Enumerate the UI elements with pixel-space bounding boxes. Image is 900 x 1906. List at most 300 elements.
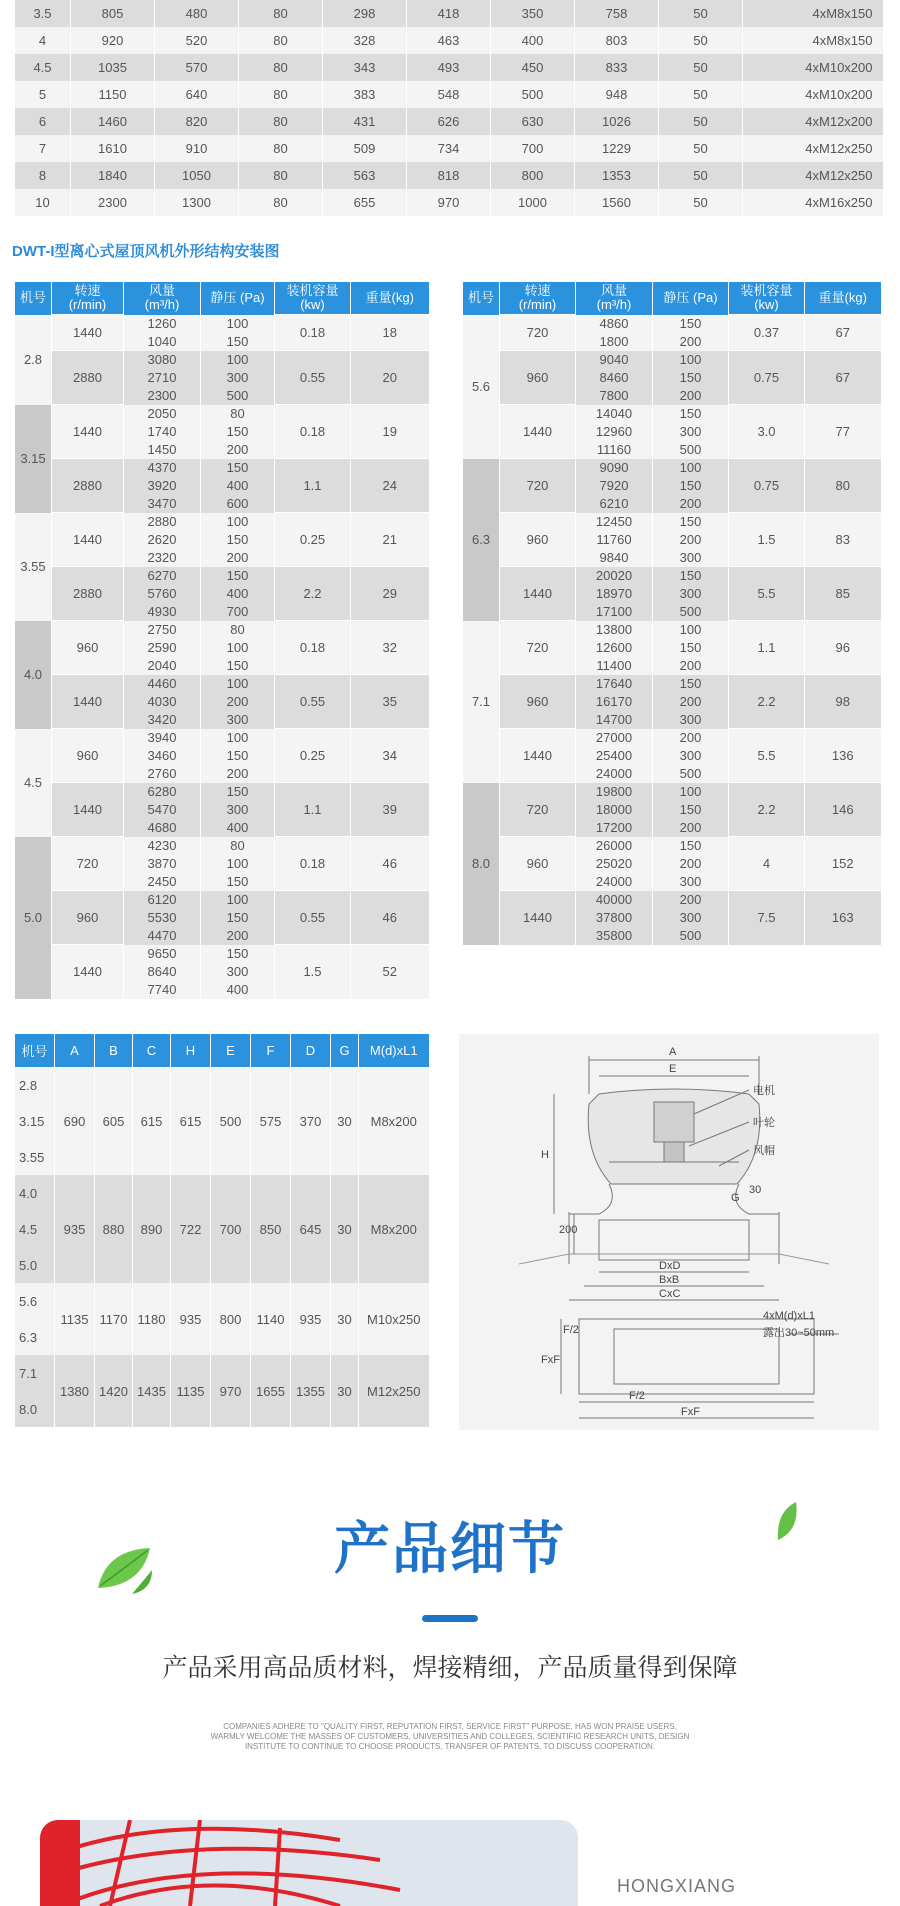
weight-cell: 46 xyxy=(351,837,429,891)
flow-cell: 4680 xyxy=(124,819,201,837)
flow-cell: 16170 xyxy=(576,693,653,711)
table-cell: 920 xyxy=(71,27,155,54)
table-cell: 50 xyxy=(659,54,743,81)
table-row xyxy=(463,315,881,333)
flow-cell: 5530 xyxy=(124,909,201,927)
details-english-text: COMPANIES ADHERE TO "QUALITY FIRST, REPUTATION FIRST, SERVICE FIRST" PURPOSE, HAS WON PRAISE USERS. WARMLY WELCOME THE MASSES OF CUSTOMERS, UNIVERSITIES AND COLLEGES, SCIENTIFIC RESEARCH UNITS, DESIGN INSTITUTE TO CONTINUE TO CHOOSE PRODUCTS, TRANSFER OF PATENTS, TO DISCUSS COOPERATION. xyxy=(210,1722,690,1751)
dimension-cell: 615 xyxy=(133,1067,171,1175)
power-cell: 5.5 xyxy=(729,567,805,621)
table-row xyxy=(15,1283,429,1319)
speed-cell: 2880 xyxy=(52,351,124,405)
column-header: C xyxy=(133,1034,171,1067)
table-cell: 1229 xyxy=(575,135,659,162)
pressure-cell: 100 xyxy=(201,513,275,531)
pressure-cell: 150 xyxy=(201,567,275,585)
table-cell: 4xM10x200 xyxy=(743,54,883,81)
dimension-cell: 30 xyxy=(331,1067,359,1175)
table-row xyxy=(15,162,883,189)
flow-cell: 11400 xyxy=(576,657,653,675)
column-header: B xyxy=(95,1034,133,1067)
flow-cell: 3920 xyxy=(124,477,201,495)
table-row xyxy=(463,459,881,477)
table-row xyxy=(463,891,881,909)
speed-cell: 1440 xyxy=(52,945,124,999)
performance-table-right xyxy=(462,282,881,945)
pressure-cell: 600 xyxy=(201,495,275,513)
dimension-cell: 1140 xyxy=(251,1283,291,1355)
pressure-cell: 500 xyxy=(653,603,729,621)
model-cell: 7.1 xyxy=(15,1355,55,1391)
dimension-cell: 880 xyxy=(95,1175,133,1283)
pressure-cell: 400 xyxy=(201,477,275,495)
details-subtitle: 产品采用高品质材料，焊接精细，产品质量得到保障 xyxy=(162,1654,738,1682)
pressure-cell: 100 xyxy=(653,351,729,369)
table-cell: 3.5 xyxy=(15,0,71,27)
table-cell: 805 xyxy=(71,0,155,27)
speed-cell: 960 xyxy=(500,837,576,891)
column-header: 转速 (r/min) xyxy=(500,282,576,315)
table-row xyxy=(15,567,429,585)
dim-e-label: E xyxy=(669,1063,677,1075)
pressure-cell: 150 xyxy=(653,837,729,855)
speed-cell: 1440 xyxy=(52,783,124,837)
power-cell: 5.5 xyxy=(729,729,805,783)
table-cell: 5 xyxy=(15,81,71,108)
table-cell: 298 xyxy=(323,0,407,27)
fan-guard-image xyxy=(40,1820,578,1906)
table-row xyxy=(15,108,883,135)
weight-cell: 29 xyxy=(351,567,429,621)
speed-cell: 1440 xyxy=(500,567,576,621)
table-row xyxy=(15,405,429,423)
pressure-cell: 200 xyxy=(653,333,729,351)
pressure-cell: 200 xyxy=(653,891,729,909)
model-cell: 4.5 xyxy=(15,1211,55,1247)
table-cell: 1610 xyxy=(71,135,155,162)
table-cell: 383 xyxy=(323,81,407,108)
flow-cell: 5470 xyxy=(124,801,201,819)
flow-cell: 12960 xyxy=(576,423,653,441)
speed-cell: 1440 xyxy=(500,729,576,783)
table-cell: 493 xyxy=(407,54,491,81)
pressure-cell: 150 xyxy=(653,369,729,387)
flow-cell: 7800 xyxy=(576,387,653,405)
flow-cell: 4470 xyxy=(124,927,201,945)
weight-cell: 80 xyxy=(805,459,881,513)
table-row xyxy=(15,1175,429,1211)
pressure-cell: 200 xyxy=(653,531,729,549)
flow-cell: 2620 xyxy=(124,531,201,549)
power-cell: 1.1 xyxy=(275,459,351,513)
model-cell: 3.15 xyxy=(15,405,52,513)
speed-cell: 1440 xyxy=(52,675,124,729)
model-cell: 8.0 xyxy=(15,1391,55,1427)
table-cell: 548 xyxy=(407,81,491,108)
table-cell: 80 xyxy=(239,108,323,135)
performance-table-left xyxy=(14,282,429,999)
pressure-cell: 100 xyxy=(201,855,275,873)
table-cell: 655 xyxy=(323,189,407,216)
column-header: A xyxy=(55,1034,95,1067)
dimension-cell: 30 xyxy=(331,1355,359,1427)
flow-cell: 20020 xyxy=(576,567,653,585)
speed-cell: 720 xyxy=(500,459,576,513)
pressure-cell: 200 xyxy=(653,657,729,675)
weight-cell: 163 xyxy=(805,891,881,945)
flow-cell: 25020 xyxy=(576,855,653,873)
table-cell: 4xM12x250 xyxy=(743,135,883,162)
pressure-cell: 100 xyxy=(201,675,275,693)
pressure-cell: 500 xyxy=(653,765,729,783)
dimension-cell: M8x200 xyxy=(359,1175,429,1283)
speed-cell: 960 xyxy=(52,621,124,675)
table-cell: 480 xyxy=(155,0,239,27)
flow-cell: 9840 xyxy=(576,549,653,567)
table-cell: 343 xyxy=(323,54,407,81)
flow-cell: 4030 xyxy=(124,693,201,711)
product-photo xyxy=(40,1820,578,1906)
table-row xyxy=(463,783,881,801)
flow-cell: 19800 xyxy=(576,783,653,801)
pressure-cell: 300 xyxy=(653,549,729,567)
table-cell: 80 xyxy=(239,0,323,27)
pressure-cell: 100 xyxy=(201,729,275,747)
weight-cell: 46 xyxy=(351,891,429,945)
column-header: 机号 xyxy=(463,282,500,315)
pressure-cell: 400 xyxy=(201,585,275,603)
power-cell: 0.18 xyxy=(275,837,351,891)
pressure-cell: 80 xyxy=(201,837,275,855)
dimension-cell: 370 xyxy=(291,1067,331,1175)
flow-cell: 11760 xyxy=(576,531,653,549)
table-cell: 80 xyxy=(239,189,323,216)
table-cell: 80 xyxy=(239,27,323,54)
flow-cell: 4860 xyxy=(576,315,653,333)
column-header: 静压 (Pa) xyxy=(653,282,729,315)
pressure-cell: 200 xyxy=(653,693,729,711)
column-header: 机号 xyxy=(15,1034,55,1067)
dimension-cell: 1655 xyxy=(251,1355,291,1427)
speed-cell: 960 xyxy=(52,891,124,945)
pressure-cell: 200 xyxy=(201,927,275,945)
speed-cell: 960 xyxy=(500,675,576,729)
power-cell: 1.1 xyxy=(729,621,805,675)
flow-cell: 6280 xyxy=(124,783,201,801)
dimension-cell: 575 xyxy=(251,1067,291,1175)
table-cell: 350 xyxy=(491,0,575,27)
flow-cell: 2320 xyxy=(124,549,201,567)
dimension-cell: 690 xyxy=(55,1067,95,1175)
dim-cxc-label: CxC xyxy=(659,1288,681,1300)
flow-cell: 4230 xyxy=(124,837,201,855)
table-row xyxy=(15,783,429,801)
table-cell: 4.5 xyxy=(15,54,71,81)
model-cell: 2.8 xyxy=(15,1067,55,1103)
flow-cell: 6210 xyxy=(576,495,653,513)
dimension-cell: 1170 xyxy=(95,1283,133,1355)
pressure-cell: 300 xyxy=(653,711,729,729)
table-cell: 4 xyxy=(15,27,71,54)
pressure-cell: 200 xyxy=(201,549,275,567)
pressure-cell: 100 xyxy=(653,783,729,801)
dim-h-label: H xyxy=(541,1149,549,1161)
pressure-cell: 500 xyxy=(653,441,729,459)
table-cell: 50 xyxy=(659,108,743,135)
speed-cell: 720 xyxy=(500,621,576,675)
weight-cell: 32 xyxy=(351,621,429,675)
pressure-cell: 300 xyxy=(653,873,729,891)
power-cell: 0.55 xyxy=(275,891,351,945)
column-header: 机号 xyxy=(15,282,52,315)
table-cell: 4xM12x200 xyxy=(743,108,883,135)
column-header: 重量(kg) xyxy=(805,282,881,315)
table-row xyxy=(15,81,883,108)
table-cell: 563 xyxy=(323,162,407,189)
speed-cell: 1440 xyxy=(52,513,124,567)
table-row xyxy=(15,459,429,477)
power-cell: 1.5 xyxy=(729,513,805,567)
table-cell: 1050 xyxy=(155,162,239,189)
pressure-cell: 200 xyxy=(653,387,729,405)
flow-cell: 2050 xyxy=(124,405,201,423)
speed-cell: 720 xyxy=(52,837,124,891)
flow-cell: 9650 xyxy=(124,945,201,963)
speed-cell: 720 xyxy=(500,315,576,351)
flow-cell: 25400 xyxy=(576,747,653,765)
weight-cell: 85 xyxy=(805,567,881,621)
dimension-cell: 935 xyxy=(55,1175,95,1283)
column-header: 重量(kg) xyxy=(351,282,429,315)
table-cell: 820 xyxy=(155,108,239,135)
power-cell: 0.25 xyxy=(275,729,351,783)
table-cell: 50 xyxy=(659,135,743,162)
dimension-cell: 850 xyxy=(251,1175,291,1283)
table-cell: 1353 xyxy=(575,162,659,189)
table-cell: 50 xyxy=(659,27,743,54)
dim-fxf-horizontal-label: FxF xyxy=(681,1406,700,1418)
power-cell: 0.75 xyxy=(729,459,805,513)
flow-cell: 2880 xyxy=(124,513,201,531)
table-cell: 4xM8x150 xyxy=(743,27,883,54)
table-cell: 8 xyxy=(15,162,71,189)
model-cell: 5.6 xyxy=(15,1283,55,1319)
flow-cell: 17640 xyxy=(576,675,653,693)
pressure-cell: 150 xyxy=(201,531,275,549)
speed-cell: 1440 xyxy=(52,315,124,351)
flow-cell: 2750 xyxy=(124,621,201,639)
speed-cell: 720 xyxy=(500,783,576,837)
flow-cell: 3470 xyxy=(124,495,201,513)
flow-cell: 13800 xyxy=(576,621,653,639)
weight-cell: 24 xyxy=(351,459,429,513)
model-cell: 3.55 xyxy=(15,513,52,621)
dimension-cell: 1435 xyxy=(133,1355,171,1427)
model-cell: 2.8 xyxy=(15,315,52,405)
dimension-cell: M10x250 xyxy=(359,1283,429,1355)
table-cell: 80 xyxy=(239,81,323,108)
pressure-cell: 150 xyxy=(653,639,729,657)
pressure-cell: 100 xyxy=(653,621,729,639)
pressure-cell: 200 xyxy=(201,765,275,783)
model-cell: 5.0 xyxy=(15,837,52,999)
table-row xyxy=(15,675,429,693)
table-row xyxy=(15,513,429,531)
pressure-cell: 150 xyxy=(201,423,275,441)
installation-diagram xyxy=(459,1034,879,1430)
flow-cell: 7920 xyxy=(576,477,653,495)
pressure-cell: 80 xyxy=(201,621,275,639)
column-header: 风量 (m³/h) xyxy=(124,282,201,315)
power-cell: 0.25 xyxy=(275,513,351,567)
table-row xyxy=(15,0,883,27)
flow-cell: 37800 xyxy=(576,909,653,927)
table-row xyxy=(15,729,429,747)
dimension-cell: 1135 xyxy=(55,1283,95,1355)
table-cell: 4xM12x250 xyxy=(743,162,883,189)
flow-cell: 3940 xyxy=(124,729,201,747)
dim-200-label: 200 xyxy=(559,1224,578,1236)
dimension-cell: 1135 xyxy=(171,1355,211,1427)
dimension-cell: 700 xyxy=(211,1175,251,1283)
spec-table xyxy=(14,0,883,216)
weight-cell: 34 xyxy=(351,729,429,783)
weight-cell: 146 xyxy=(805,783,881,837)
flow-cell: 35800 xyxy=(576,927,653,945)
pressure-cell: 200 xyxy=(653,819,729,837)
table-cell: 803 xyxy=(575,27,659,54)
dimension-cell: 722 xyxy=(171,1175,211,1283)
table-row xyxy=(15,945,429,963)
pressure-cell: 200 xyxy=(201,441,275,459)
speed-cell: 960 xyxy=(500,351,576,405)
weight-cell: 83 xyxy=(805,513,881,567)
flow-cell: 17100 xyxy=(576,603,653,621)
flow-cell: 12450 xyxy=(576,513,653,531)
table-row xyxy=(15,135,883,162)
flow-cell: 8460 xyxy=(576,369,653,387)
pressure-cell: 150 xyxy=(653,405,729,423)
speed-cell: 2880 xyxy=(52,567,124,621)
flow-cell: 2040 xyxy=(124,657,201,675)
dimension-table xyxy=(14,1034,429,1427)
table-row xyxy=(15,315,429,333)
table-row xyxy=(463,351,881,369)
table-cell: 509 xyxy=(323,135,407,162)
table-cell: 50 xyxy=(659,189,743,216)
flow-cell: 3460 xyxy=(124,747,201,765)
flow-cell: 8640 xyxy=(124,963,201,981)
flow-cell: 17200 xyxy=(576,819,653,837)
power-cell: 1.1 xyxy=(275,783,351,837)
flow-cell: 24000 xyxy=(576,765,653,783)
power-cell: 2.2 xyxy=(275,567,351,621)
column-header: M(d)xL1 xyxy=(359,1034,429,1067)
pressure-cell: 150 xyxy=(201,873,275,891)
table-cell: 4xM8x150 xyxy=(743,0,883,27)
table-cell: 1840 xyxy=(71,162,155,189)
speed-cell: 2880 xyxy=(52,459,124,513)
table-cell: 10 xyxy=(15,189,71,216)
pressure-cell: 300 xyxy=(653,909,729,927)
pressure-cell: 150 xyxy=(201,747,275,765)
weight-cell: 98 xyxy=(805,675,881,729)
power-cell: 2.2 xyxy=(729,783,805,837)
dim-fxf-vertical-label: FxF xyxy=(541,1354,560,1366)
table-cell: 4xM10x200 xyxy=(743,81,883,108)
table-cell: 50 xyxy=(659,162,743,189)
pressure-cell: 300 xyxy=(201,711,275,729)
table-row xyxy=(15,351,429,369)
table-row xyxy=(463,837,881,855)
flow-cell: 2710 xyxy=(124,369,201,387)
table-row xyxy=(463,567,881,585)
table-cell: 1560 xyxy=(575,189,659,216)
table-cell: 450 xyxy=(491,54,575,81)
flow-cell: 40000 xyxy=(576,891,653,909)
pressure-cell: 300 xyxy=(653,423,729,441)
dim-g-label: G xyxy=(731,1192,740,1204)
dimension-cell: 605 xyxy=(95,1067,133,1175)
table-row xyxy=(15,891,429,909)
pressure-cell: 300 xyxy=(653,747,729,765)
flow-cell: 1740 xyxy=(124,423,201,441)
table-row xyxy=(463,405,881,423)
dimension-cell: 500 xyxy=(211,1067,251,1175)
table-cell: 6 xyxy=(15,108,71,135)
flow-cell: 14040 xyxy=(576,405,653,423)
model-cell: 7.1 xyxy=(463,621,500,783)
model-cell: 6.3 xyxy=(15,1319,55,1355)
pressure-cell: 700 xyxy=(201,603,275,621)
table-cell: 630 xyxy=(491,108,575,135)
pressure-cell: 150 xyxy=(653,675,729,693)
power-cell: 0.18 xyxy=(275,621,351,675)
weight-cell: 152 xyxy=(805,837,881,891)
column-header: G xyxy=(331,1034,359,1067)
table-cell: 818 xyxy=(407,162,491,189)
bolt-label: 4xM(d)xL1 xyxy=(763,1310,815,1322)
weight-cell: 20 xyxy=(351,351,429,405)
table-cell: 80 xyxy=(239,162,323,189)
flow-cell: 24000 xyxy=(576,873,653,891)
table-cell: 418 xyxy=(407,0,491,27)
power-cell: 7.5 xyxy=(729,891,805,945)
flow-cell: 4930 xyxy=(124,603,201,621)
table-row xyxy=(463,513,881,531)
table-cell: 640 xyxy=(155,81,239,108)
pressure-cell: 400 xyxy=(201,819,275,837)
table-cell: 520 xyxy=(155,27,239,54)
pressure-cell: 150 xyxy=(653,567,729,585)
flow-cell: 4460 xyxy=(124,675,201,693)
table-row xyxy=(15,621,429,639)
product-details-section xyxy=(0,1505,900,1752)
table-cell: 800 xyxy=(491,162,575,189)
pressure-cell: 100 xyxy=(201,639,275,657)
dimension-cell: 1355 xyxy=(291,1355,331,1427)
table-cell: 80 xyxy=(239,54,323,81)
pressure-cell: 200 xyxy=(653,495,729,513)
dimension-cell: 800 xyxy=(211,1283,251,1355)
flow-cell: 2450 xyxy=(124,873,201,891)
table-cell: 970 xyxy=(407,189,491,216)
weight-cell: 19 xyxy=(351,405,429,459)
flow-cell: 14700 xyxy=(576,711,653,729)
table-row xyxy=(15,837,429,855)
dim-dxd-label: DxD xyxy=(659,1260,681,1272)
pressure-cell: 150 xyxy=(201,945,275,963)
flow-cell: 12600 xyxy=(576,639,653,657)
